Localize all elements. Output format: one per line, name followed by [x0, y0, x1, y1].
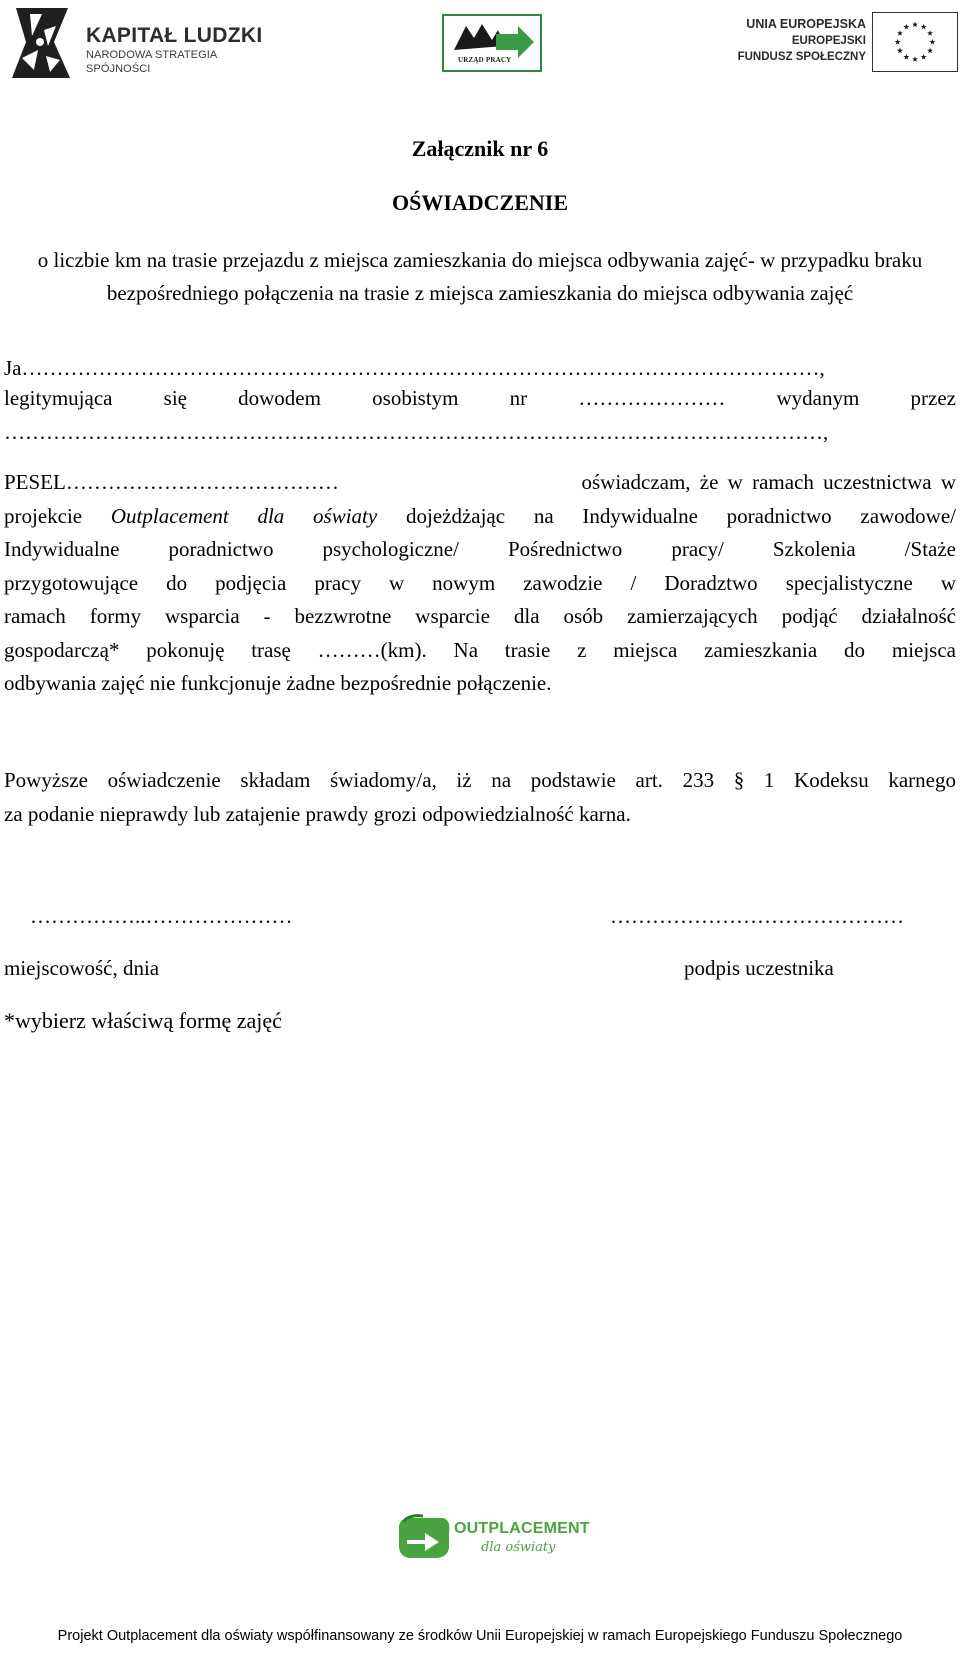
id-word: nr [509, 386, 528, 410]
issued-by-line [4, 416, 956, 450]
urzad-pracy-logo [442, 14, 542, 72]
eu-star-icon [912, 22, 918, 28]
signature-label: podpis uczestnika [684, 956, 834, 980]
kapital-ludzki-logo [8, 2, 268, 82]
declaration-paragraph [4, 764, 956, 831]
eu-star-icon [903, 54, 909, 60]
paragraph-line-6: gospodarczą* pokonuję trasę ………(km). Na trasie z miejsca zamieszkania do miejsca [4, 637, 956, 662]
kapital-ludzki-emblem-icon [8, 2, 74, 82]
eu-logo-line3: FUNDUSZ SPOŁECZNY [737, 51, 866, 63]
paragraph-line-4: przygotowujące do podjęcia pracy w nowym zawodzie / Doradztwo specjalistyczne w [4, 570, 956, 595]
document-subtitle: o liczbie km na trasie przejazdu z miejsca zamieszkania do miejsca odbywania zajęć- w przypadku braku bezpośredniego połączenia na trasie z miejsca zamieszkania do miejsca odbywania zajęć [37, 248, 923, 305]
footnote: *wybierz właściwą formę zajęć [4, 1008, 282, 1033]
logo-center-text: URZĄD PRACY [458, 56, 512, 64]
id-word: dowodem [238, 386, 321, 410]
footer-text: Projekt Outplacement dla oświaty współfinansowany ze środków Unii Europejskiej w ramach Europejskiego Funduszu Społecznego [57, 1628, 903, 1644]
paragraph-word: projekcie [4, 503, 83, 528]
eu-flag-icon [872, 12, 958, 72]
annex-number: Załącznik nr 6 [411, 136, 549, 161]
paragraph-line-7: odbywania zajęć nie funkcjonuje żadne bezpośrednie połączenie. [4, 671, 552, 695]
eu-star-icon [927, 30, 933, 36]
eu-star-icon [903, 24, 909, 30]
paragraph-line-3: Indywidualne poradnictwo psychologiczne/ Pośrednictwo pracy/ Szkolenia /Staże [4, 537, 956, 561]
issued-by-dots: ………………………………………………………………………………………………………, [4, 420, 829, 444]
name-line: Ja……………………………………………………………………………………………………, [4, 356, 825, 380]
signature-dots: …………………………………… [610, 904, 904, 928]
logo-left-title: KAPITAŁ LUDZKI [86, 24, 263, 47]
id-word: przez [910, 386, 956, 410]
id-number-dots: ………………… [578, 386, 726, 410]
eu-star-icon [897, 48, 903, 54]
id-document-line [4, 382, 956, 416]
place-date-dots: ……………..………………… [30, 904, 293, 928]
place-date-label: miejscowość, dnia [4, 956, 160, 980]
outplacement-logo-subtitle: dla oświaty [481, 1540, 556, 1555]
logo-left-subtitle: NARODOWA STRATEGIA SPÓJNOŚCI [86, 49, 217, 75]
eu-star-icon [927, 48, 933, 54]
outplacement-arrow-icon [395, 1512, 453, 1562]
paragraph-line-2-rest: dojeżdżając na Indywidualne poradnictwo zawodowe/ [405, 503, 957, 528]
eu-logo-line1: UNIA EUROPEJSKA [746, 17, 866, 31]
id-word: legitymująca [4, 386, 113, 410]
project-name: Outplacement dla oświaty [110, 503, 378, 528]
pesel-line [4, 466, 956, 500]
declaration-line-1: Powyższe oświadczenie składam świadomy/a, iż na podstawie art. 233 § 1 Kodeksu karnego [4, 768, 956, 792]
eu-star-icon [895, 39, 901, 45]
eu-star-icon [897, 30, 903, 36]
declaration-line-2: za podanie nieprawdy lub zatajenie prawdy grozi odpowiedzialność karna. [4, 801, 631, 826]
eu-logo [736, 12, 958, 72]
id-word: wydanym [776, 386, 860, 410]
name-field-line [4, 352, 956, 386]
id-word: osobistym [372, 386, 459, 410]
pesel-field: PESEL………………………………… [4, 470, 339, 494]
eu-star-icon [912, 56, 918, 62]
outplacement-logo-title: OUTPLACEMENT [454, 1520, 590, 1537]
outplacement-logo [395, 1512, 590, 1562]
paragraph-line-2 [4, 500, 956, 534]
id-word: się [163, 386, 187, 410]
eu-star-icon [921, 54, 927, 60]
main-paragraph [4, 466, 956, 701]
paragraph-line-5: ramach formy wsparcia - bezzwrotne wsparcie dla osób zamierzających podjąć działalność [4, 604, 956, 628]
document-title: OŚWIADCZENIE [391, 190, 569, 215]
eu-star-icon [929, 39, 935, 45]
eu-logo-line2: EUROPEJSKI [791, 35, 866, 47]
pesel-rest: oświadczam, że w ramach uczestnictwa w [581, 470, 956, 494]
eu-star-icon [921, 24, 927, 30]
